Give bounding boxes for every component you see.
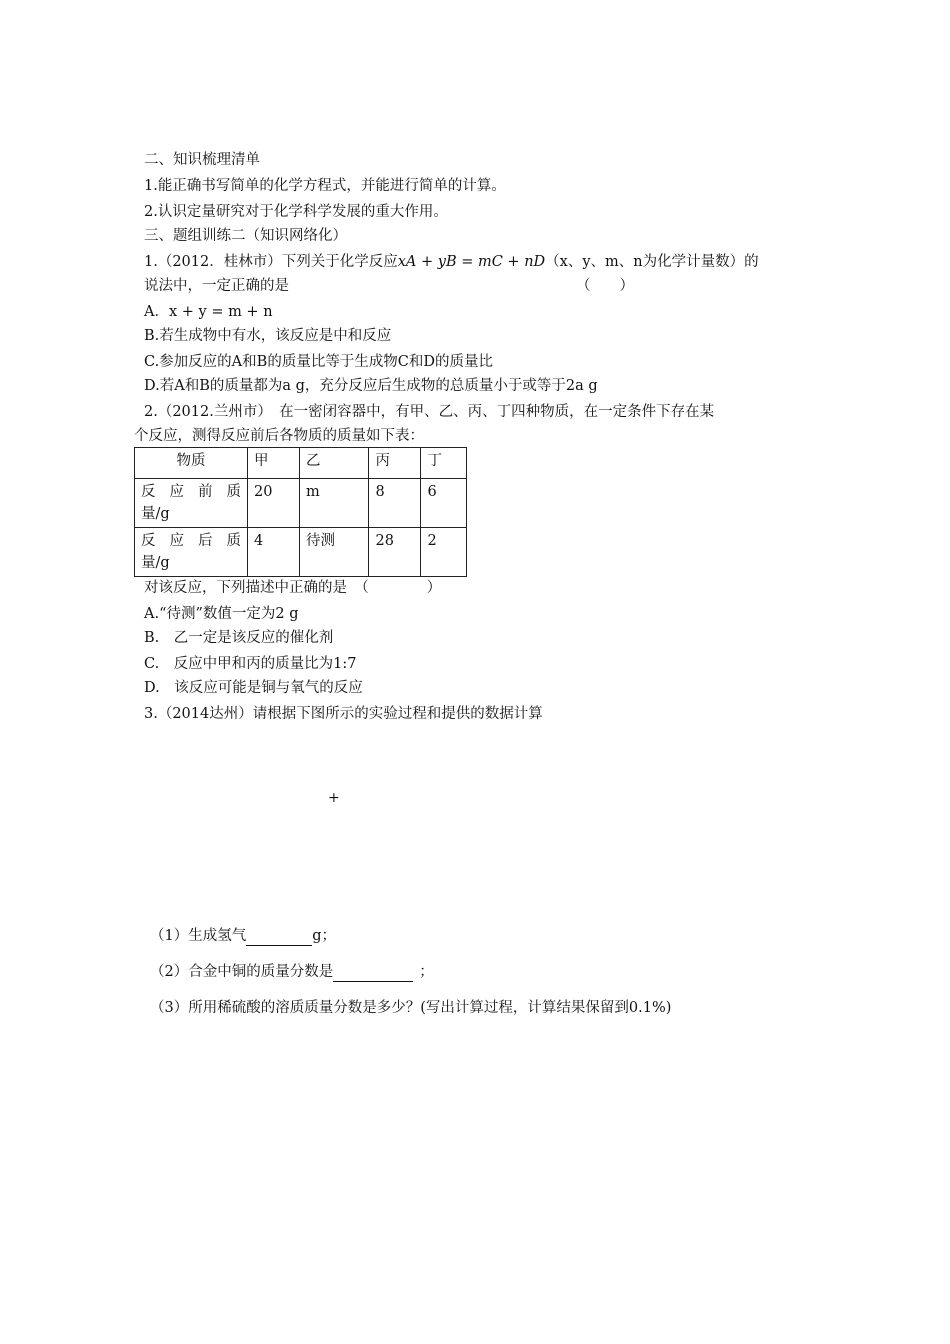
q3-stem: 3.（2014达州）请根据下图所示的实验过程和提供的数据计算: [144, 706, 543, 722]
section3-title: 三、题组训练二（知识网络化）: [144, 228, 347, 244]
q2-question: 对该反应，下列描述中正确的是 （ ）: [144, 580, 442, 596]
q2-option-a: A.“待测”数值一定为2 g: [144, 606, 299, 622]
answer-blank-hydrogen[interactable]: [246, 929, 312, 946]
q1-stem-a: 1.（2012．桂林市）下列关于化学反应: [144, 254, 398, 270]
goal-2: 2.认识定量研究对于化学科学发展的重大作用。: [144, 204, 448, 220]
table-cell: 20: [248, 479, 300, 528]
table-cell: 待测: [300, 528, 369, 577]
q3-sub2: [150, 962, 434, 982]
table-header-cell: 甲: [248, 448, 300, 479]
table-row: [135, 528, 467, 577]
q2-stem-line2: 个反应，测得反应前后各物质的质量如下表：: [134, 428, 424, 444]
table-cell: 28: [369, 528, 421, 577]
table-cell: 8: [369, 479, 421, 528]
table-cell: 4: [248, 528, 300, 577]
table-cell: 6: [421, 479, 467, 528]
q1-stem-b: （x、y、m、n为化学计量数）的: [545, 254, 759, 270]
q1-option-d: D.若A和B的质量都为a g，充分反应后生成物的总质量小于或等于2a g: [144, 378, 598, 394]
table-header-cell: 丁: [421, 448, 467, 479]
q1-answer-paren: （ ）: [576, 278, 634, 294]
q2-stem-line1: 2.（2012.兰州市） 在一密闭容器中，有甲、乙、丙、丁四种物质，在一定条件下存在某: [144, 404, 715, 420]
q3-sub1-label: （1）生成氢气: [150, 928, 247, 944]
section2-title: 二、知识梳理清单: [144, 152, 260, 168]
table-cell: 反 应 前 质量/g: [135, 479, 248, 528]
q2-option-b: B. 乙一定是该反应的催化剂: [144, 630, 334, 646]
figure-plus-sign: +: [328, 790, 340, 806]
q2-option-c: C. 反应中甲和丙的质量比为1:7: [144, 656, 357, 672]
q3-sub1-unit: g；: [312, 928, 337, 944]
q3-sub2-end: ；: [419, 964, 434, 980]
table-row: [135, 479, 467, 528]
q1-option-c: C.参加反应的A和B的质量比等于生成物C和D的质量比: [144, 354, 494, 370]
q1-stem: [144, 252, 759, 272]
q1-option-b: B.若生成物中有水，该反应是中和反应: [144, 328, 392, 344]
table-cell: 反 应 后 质量/g: [135, 528, 248, 577]
mass-table: [134, 447, 467, 577]
q2-option-d: D. 该反应可能是铜与氧气的反应: [144, 680, 363, 696]
table-header-row: [135, 448, 467, 479]
q1-stem-line2: [144, 276, 634, 296]
q3-sub3: （3）所用稀硫酸的溶质质量分数是多少？(写出计算过程，计算结果保留到0.1%): [150, 1000, 672, 1016]
q3-sub2-label: （2）合金中铜的质量分数是: [150, 964, 334, 980]
table-header-cell: 物质: [135, 448, 248, 479]
goal-1: 1.能正确书写简单的化学方程式，并能进行简单的计算。: [144, 178, 506, 194]
q1-equation: xA + yB = mC + nD: [397, 254, 546, 270]
q1-stem-line2-text: 说法中，一定正确的是: [144, 278, 289, 294]
q1-option-a: A．x + y = m + n: [144, 304, 273, 320]
table-header-cell: 乙: [300, 448, 369, 479]
table-cell: 2: [421, 528, 467, 577]
answer-blank-copper[interactable]: [333, 965, 413, 982]
table-cell: m: [300, 479, 369, 528]
table-header-cell: 丙: [369, 448, 421, 479]
q3-sub1: [150, 926, 336, 946]
